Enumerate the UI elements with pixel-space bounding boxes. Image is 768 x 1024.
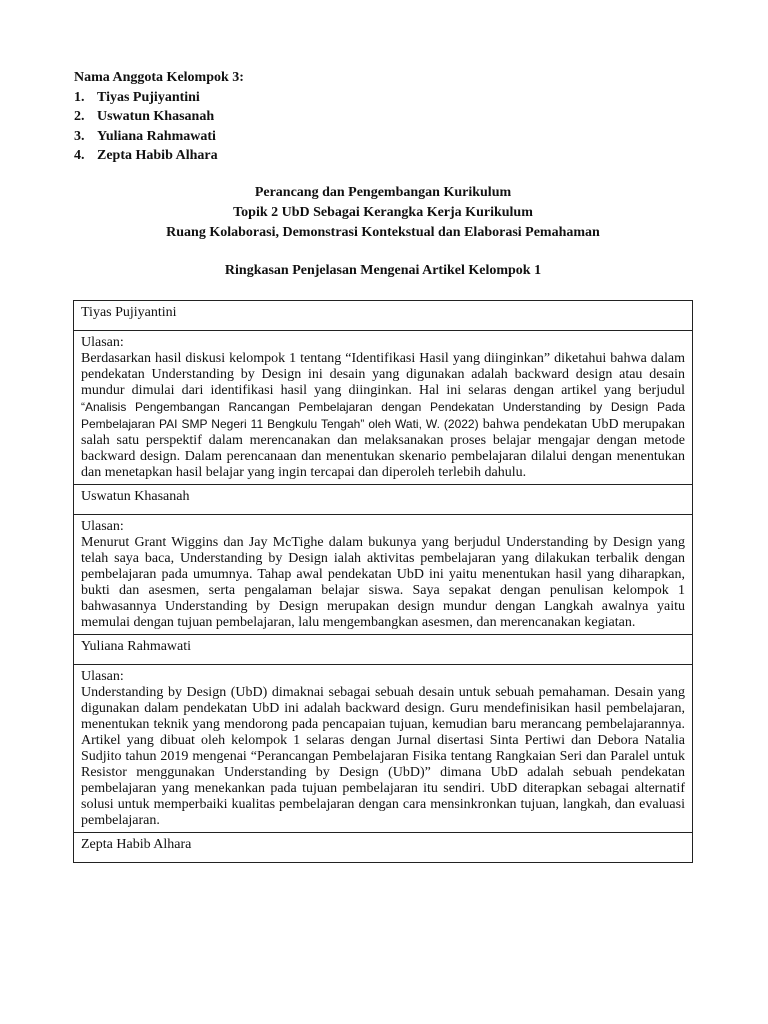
member-name: Tiyas Pujiyantini [97, 89, 200, 105]
course-title: Perancang dan Pengembangan Kurikulum [254, 185, 512, 200]
section-title: Ruang Kolaborasi, Demonstrasi Kontekstual dan Elaborasi Pemahaman [166, 225, 600, 240]
table-row [74, 485, 693, 515]
review-table [73, 300, 693, 863]
review-text: Menurut Grant Wiggins dan Jay McTighe dalam bukunya yang berjudul Understanding by Design yang telah saya baca, Understanding by Design ialah aktivitas pembelajaran yang dilakukan terbalik dengan pembelajaran pada umumnya. Tahap awal pendekatan UbD ini yaitu menentukan hasil yang diharapkan, bukti dan asesmen, serta pengalaman belajar siswa. Saya sepakat dengan penulisan kelompok 1 bahwasannya Understanding by Design merupakan design mundur dengan Langkah awalnya yaitu memulai dengan tujuan pembelajaran, lalu mengembangkan asesmen, dan merencanakan kegiatan. [81, 535, 685, 630]
table-row [74, 665, 693, 833]
document-title-block [74, 183, 692, 243]
reviewer-name-cell: Tiyas Pujiyantini [74, 301, 693, 331]
member-item [74, 88, 474, 108]
member-item [74, 146, 474, 166]
member-number: 3. [74, 128, 85, 144]
table-row [74, 331, 693, 485]
review-label: Ulasan: [81, 335, 124, 350]
member-item [74, 107, 474, 127]
reviewer-name-cell: Yuliana Rahmawati [74, 635, 693, 665]
topic-title: Topik 2 UbD Sebagai Kerangka Kerja Kurikulum [233, 205, 533, 220]
table-row [74, 301, 693, 331]
table-row [74, 833, 693, 863]
review-label: Ulasan: [81, 669, 124, 684]
member-number: 1. [74, 89, 85, 105]
member-name: Zepta Habib Alhara [97, 148, 218, 163]
member-list-heading: Nama Anggota Kelompok 3: [74, 70, 244, 85]
member-number: 4. [74, 148, 85, 163]
member-item [74, 127, 474, 147]
reviewer-name-cell: Uswatun Khasanah [74, 485, 693, 515]
member-list-section [74, 68, 474, 166]
table-row [74, 635, 693, 665]
review-cell [74, 515, 693, 635]
member-list [74, 88, 474, 166]
review-cell [74, 331, 693, 485]
member-name: Yuliana Rahmawati [97, 128, 216, 144]
review-label: Ulasan: [81, 519, 124, 534]
review-text: Understanding by Design (UbD) dimaknai sebagai sebuah desain untuk sebuah pemahaman. Desain yang digunakan dalam pendekatan UbD ini adalah backward design. Guru mendefinisikan hasil pembelajaran, menentukan teknik yang mendorong pada pencapaian tujuan, kemudian baru merancang pembelajarannya. Artikel yang dibuat oleh kelompok 1 selaras dengan Jurnal disertasi Sinta Pertiwi dan Debora Natalia Sudjito tahun 2019 mengenai “Perancangan Pembelajaran Fisika tentang Rangkaian Seri dan Paralel untuk Resistor menggunakan Understanding by Design (UbD)” dimana UbD adalah sebuah pendekatan pembelajaran yang menekankan pada tujuan pembelajaran itu sendiri. UbD diterapkan sebagai alternatif solusi untuk memperbaiki kualitas pembelajaran dengan cara mensinkronkan tujuan, langkah, dan evaluasi pembelajaran. [81, 685, 685, 828]
review-text-part: Berdasarkan hasil diskusi kelompok 1 tentang “Identifikasi Hasil yang diinginkan” diketahui bahwa dalam pendekatan Understanding by Design ini desain yang digunakan adalah backward design atau desain mundur dimulai dari identifikasi hasil yang diinginkan. Hal ini selaras dengan artikel yang berjudul [81, 351, 685, 398]
article-citation: “Analisis Pengembangan Rancangan Pembelajaran dengan Pendekatan Understanding by Design Pada Pembelajaran PAI SMP Negeri 11 Bengkulu Tengah” oleh Wati, W. (2022) [81, 400, 685, 431]
review-cell [74, 665, 693, 833]
reviewer-name-cell: Zepta Habib Alhara [74, 833, 693, 863]
summary-title: Ringkasan Penjelasan Mengenai Artikel Kelompok 1 [224, 263, 542, 278]
member-name: Uswatun Khasanah [97, 109, 215, 124]
table-row [74, 515, 693, 635]
member-number: 2. [74, 109, 85, 124]
review-text-part: bahwa pendekatan UbD merupakan salah satu perspektif dalam merencanakan dan melaksanakan proses belajar mengajar dengan metode backward design. Dalam perencanaan dan menentukan skenario pembelajaran dilalui dengan menentukan dan menetapkan hasil belajar yang ingin tercapai dan diperoleh terlebih dahulu. [81, 417, 685, 480]
review-text [81, 351, 685, 481]
